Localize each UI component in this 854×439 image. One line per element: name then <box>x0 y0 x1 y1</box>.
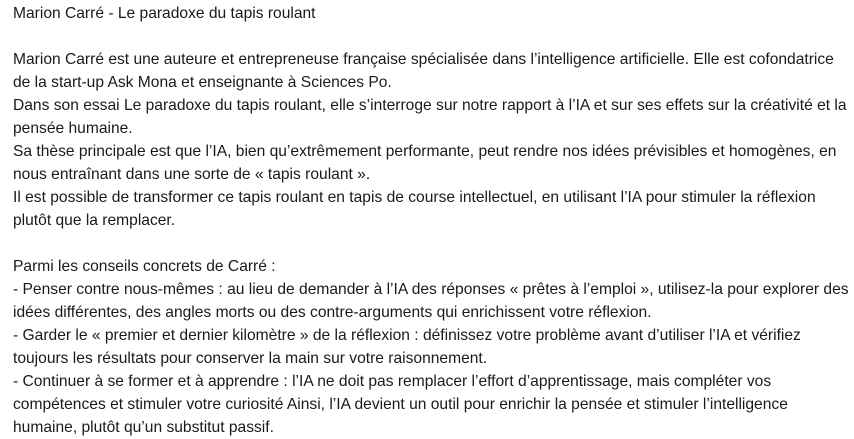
intro-paragraph-4: Il est possible de transformer ce tapis roulant en tapis de course intellectuel, en utilisant l’IA pour stimuler la réflexion plutôt que la remplacer. <box>13 189 816 229</box>
advice-item-2: - Garder le « premier et dernier kilomètre » de la réflexion : définissez votre problème avant d’utiliser l’IA et vérifiez toujours les résultats pour conserver la main sur votre raisonnement. <box>13 327 801 367</box>
advice-item-1: - Penser contre nous-mêmes : au lieu de demander à l’IA des réponses « prêtes à l’emploi », utilisez-la pour explorer des idées différentes, des angles morts ou des contre-arguments qui enrichissent votre réflexion. <box>13 281 849 321</box>
blank-line <box>13 25 851 48</box>
advice-heading: Parmi les conseils concrets de Carré : <box>13 258 276 275</box>
advice-item-3: - Continuer à se former et à apprendre : l’IA ne doit pas remplacer l’effort d’apprentissage, mais compléter vos compétences et stimuler votre curiosité Ainsi, l’IA devient un outil pour enrichir la pensée et stimuler l’intelligence humaine, plutôt qu’un substitut passif. <box>13 373 788 436</box>
document-title: Marion Carré - Le paradoxe du tapis roulant <box>13 5 316 22</box>
intro-paragraph-1: Marion Carré est une auteure et entrepreneuse française spécialisée dans l’intelligence artificielle. Elle est cofondatrice de la start-up Ask Mona et enseignante à Sciences Po. <box>13 51 834 91</box>
document-body <box>13 2 851 439</box>
intro-paragraph-3: Sa thèse principale est que l’IA, bien qu’extrêmement performante, peut rendre nos idées prévisibles et homogènes, en nous entraînant dans une sorte de « tapis roulant ». <box>13 143 837 183</box>
intro-paragraph-2: Dans son essai Le paradoxe du tapis roulant, elle s’interroge sur notre rapport à l’IA et sur ses effets sur la créativité et la pensée humaine. <box>13 97 847 137</box>
blank-line <box>13 232 851 255</box>
